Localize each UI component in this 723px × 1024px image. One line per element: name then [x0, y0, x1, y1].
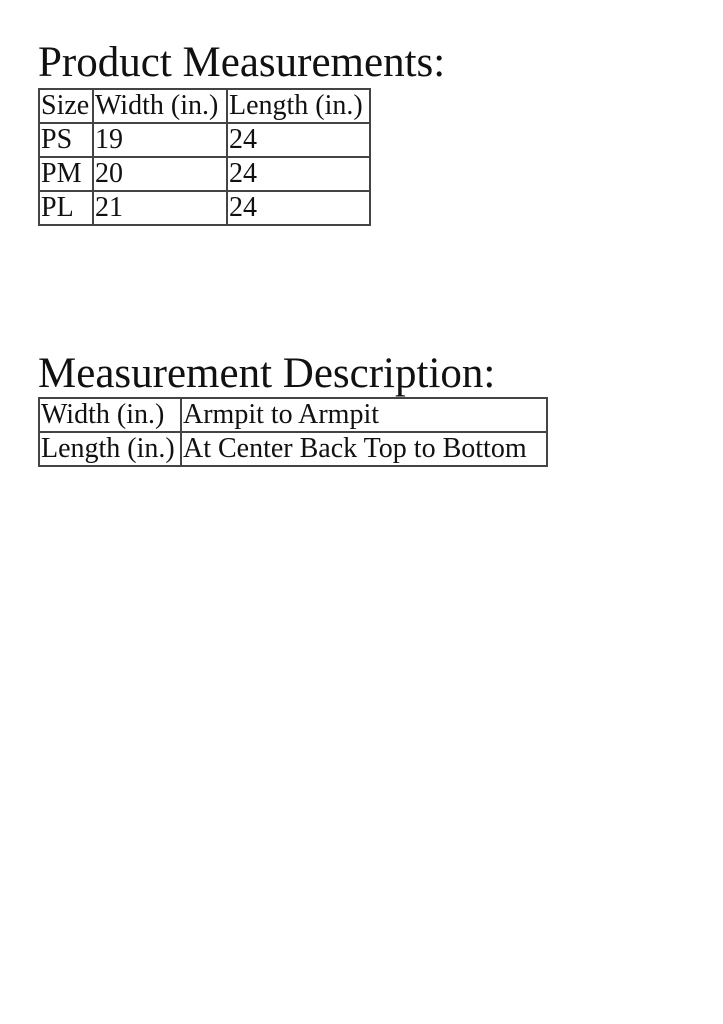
header-cell-size: Size — [39, 89, 93, 123]
header-cell-width: Width (in.) — [93, 89, 227, 123]
size-cell: PL — [39, 191, 93, 225]
length-cell: 24 — [227, 123, 370, 157]
table-row — [39, 432, 547, 466]
width-cell: 19 — [93, 123, 227, 157]
product-measurements-heading: Product Measurements: — [38, 39, 446, 86]
size-cell: PM — [39, 157, 93, 191]
table-row — [39, 123, 370, 157]
table-header-row — [39, 89, 370, 123]
measurement-description-heading: Measurement Description: — [38, 350, 496, 397]
measurement-label-cell: Length (in.) — [39, 432, 181, 466]
table-row — [39, 398, 547, 432]
length-cell: 24 — [227, 157, 370, 191]
measurement-description-cell: Armpit to Armpit — [181, 398, 547, 432]
header-cell-length: Length (in.) — [227, 89, 370, 123]
size-cell: PS — [39, 123, 93, 157]
measurement-description-cell: At Center Back Top to Bottom — [181, 432, 547, 466]
width-cell: 20 — [93, 157, 227, 191]
width-cell: 21 — [93, 191, 227, 225]
product-measurements-table — [38, 88, 371, 226]
table-row — [39, 157, 370, 191]
measurement-description-table — [38, 397, 548, 467]
length-cell: 24 — [227, 191, 370, 225]
measurement-label-cell: Width (in.) — [39, 398, 181, 432]
table-row — [39, 191, 370, 225]
